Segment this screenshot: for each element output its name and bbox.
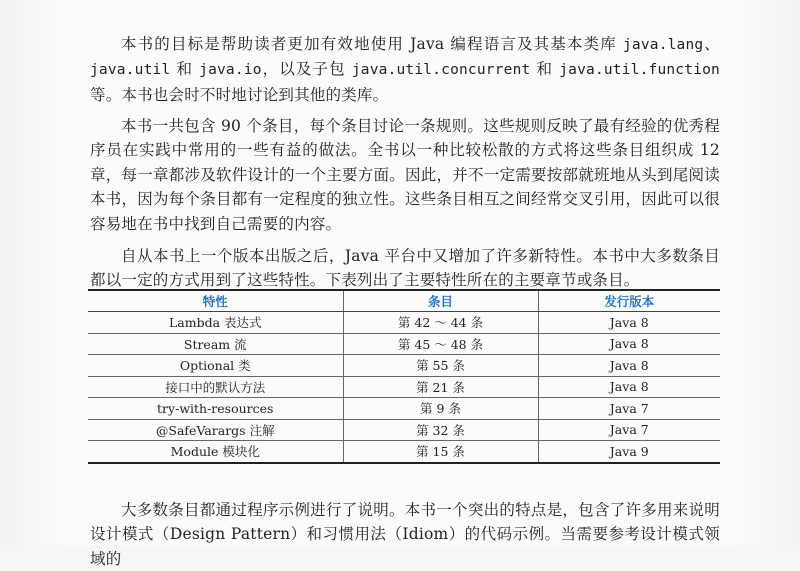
code-java-lang: java.lang [623,37,703,53]
table-row [88,398,720,420]
table-row [88,376,720,398]
structure-paragraph: 本书一共包含 90 个条目，每个条目讨论一条规则。这些规则反映了最有经验的优秀程序员在实践中常用的一些有益的做法。全书以一种比较松散的方式将这些条目组织成 12 章，每一章都涉及软件设计的一个主要方面。因此，并不一定需要按部就班地从头到尾阅读本书，因为每个条目都有一定程度的独立性。这些条目相互之间经常交叉引用，因此可以很容易地在书中找到自己需要的内容。 [90,114,720,237]
item-cell: 第 55 条 [343,355,538,377]
item-cell: 第 15 条 [343,441,538,463]
feature-cell: Module 模块化 [88,441,343,463]
examples-paragraph: 大多数条目都通过程序示例进行了说明。本书一个突出的特点是，包含了许多用来说明设计模式（Design Pattern）和习惯用法（Idiom）的代码示例。当需要参考设计模式领域的 [90,498,720,571]
text-run: 本书的目标是帮助读者更加有效地使用 Java 编程语言及其基本类库 [121,35,623,53]
header-feature: 特性 [88,290,343,312]
text-run: 等。本书也会时不时地讨论到其他的类库。 [90,86,388,104]
new-features-paragraph: 自从本书上一个版本出版之后，Java 平台中又增加了许多新特性。本书中大多数条目都以一定的方式用到了这些特性。下表列出了主要特性所在的主要章节或条目。 [90,244,720,293]
features-table [88,289,720,464]
text-run: 、 [703,35,720,53]
table-header-row [88,290,720,312]
item-cell: 第 32 条 [343,419,538,441]
code-java-util-concurrent: java.util.concurrent [352,62,531,78]
feature-cell: Optional 类 [88,355,343,377]
code-java-util: java.util [90,62,170,78]
feature-cell: 接口中的默认方法 [88,376,343,398]
release-cell: Java 7 [538,419,720,441]
release-cell: Java 8 [538,312,720,334]
text-run: ，以及子包 [262,60,352,78]
code-java-util-function: java.util.function [559,62,720,78]
feature-cell: Lambda 表达式 [88,312,343,334]
header-release: 发行版本 [538,290,720,312]
code-java-io: java.io [199,62,262,78]
table-row [88,355,720,377]
text-run: 和 [170,60,199,78]
table-row [88,441,720,463]
item-cell: 第 42 ～ 44 条 [343,312,538,334]
release-cell: Java 8 [538,333,720,355]
text-run: 和 [530,60,559,78]
item-cell: 第 45 ～ 48 条 [343,333,538,355]
release-cell: Java 7 [538,398,720,420]
table-row [88,333,720,355]
feature-cell: @SafeVarargs 注解 [88,419,343,441]
table-row [88,419,720,441]
feature-cell: try-with-resources [88,398,343,420]
intro-paragraph [90,32,720,108]
release-cell: Java 9 [538,441,720,463]
header-item: 条目 [343,290,538,312]
feature-cell: Stream 流 [88,333,343,355]
item-cell: 第 21 条 [343,376,538,398]
release-cell: Java 8 [538,355,720,377]
item-cell: 第 9 条 [343,398,538,420]
release-cell: Java 8 [538,376,720,398]
table-row [88,312,720,334]
